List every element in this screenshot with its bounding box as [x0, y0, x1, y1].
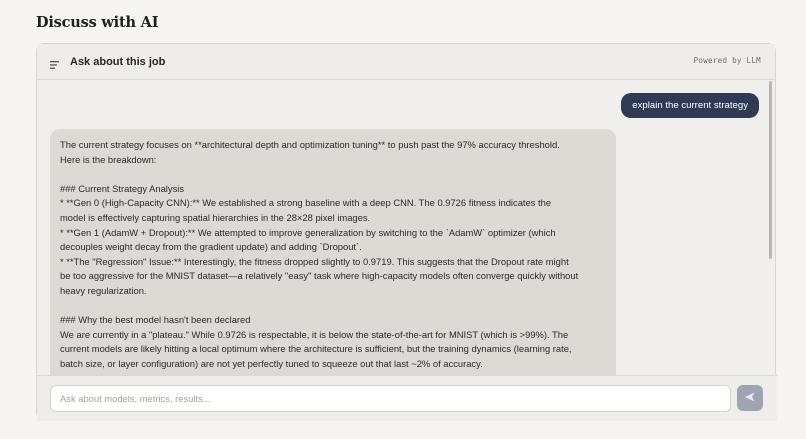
assistant-message-line: ### Current Strategy Analysis: [60, 182, 185, 194]
input-row: [37, 375, 777, 421]
scrollbar-thumb[interactable]: [769, 81, 772, 259]
assistant-message-line: model is effectively capturing spatial hierarchies in the 28×28 pixel images.: [60, 211, 371, 223]
message-list[interactable]: [37, 81, 777, 375]
assistant-message-line: We are currently in a "plateau." While 0.9726 is respectable, it is below the state-of-the-art for MNIST (which is >99%). The: [60, 328, 569, 340]
assistant-message-line: be too aggressive for the MNIST dataset—a relatively "easy" task where high-capacity models often converge quickly without: [60, 270, 579, 282]
assistant-message-line: * **The "Regression" Issue:** Interestingly, the fitness dropped slightly to 0.9719. This suggests that the Dropout rate might: [60, 255, 569, 267]
assistant-message-line: Here is the breakdown:: [60, 153, 157, 165]
assistant-message-line: decouples weight decay from the gradient update) and adding `Dropout`.: [60, 241, 362, 253]
user-message: explain the current strategy: [621, 93, 759, 118]
chat-panel: [36, 43, 776, 420]
chat-input[interactable]: [50, 385, 731, 412]
panel-header: [37, 44, 775, 80]
page-title: Discuss with AI: [36, 14, 159, 31]
assistant-message-line: ### Why the best model hasn't been declared: [60, 314, 251, 326]
assistant-message-line: * **Gen 0 (High-Capacity CNN):** We established a strong baseline with a deep CNN. The 0.9726 fitness indicates the: [60, 197, 552, 209]
assistant-message-line: [60, 299, 604, 314]
panel-title: Ask about this job: [70, 55, 166, 68]
assistant-message-line: The current strategy focuses on **architectural depth and optimization tuning** to push past the 97% accuracy threshold.: [60, 139, 560, 150]
send-arrow-icon: [744, 391, 756, 406]
chat-scrollbar[interactable]: [767, 81, 773, 375]
assistant-message-line: [60, 167, 604, 182]
assistant-message: [50, 129, 616, 410]
list-lines-icon: [50, 57, 62, 67]
powered-by-label: Powered by LLM: [693, 56, 761, 65]
assistant-message-line: batch size, or layer configuration) are not yet perfectly tuned to squeeze out that last ~2% of accuracy.: [60, 357, 483, 369]
assistant-message-line: * **Gen 1 (AdamW + Dropout):** We attempted to improve generalization by switching to the `AdamW` optimizer (which: [60, 226, 556, 238]
send-button[interactable]: [737, 385, 763, 411]
assistant-message-line: current models are likely hitting a local optimum where the architecture is sufficient, but the training dynamics (learning rate,: [60, 343, 572, 355]
assistant-message-line: heavy regularization.: [60, 284, 147, 296]
